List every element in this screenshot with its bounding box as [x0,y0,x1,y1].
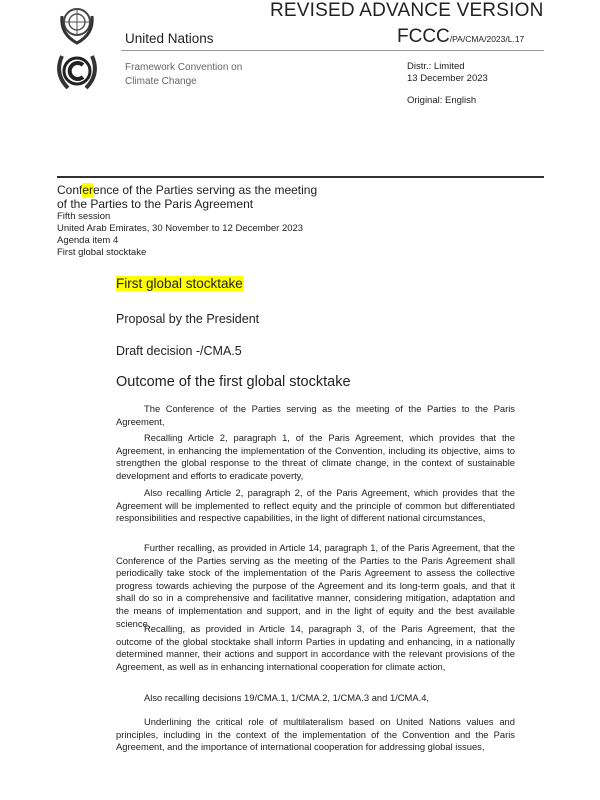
symbol-main: FCCC [397,26,450,47]
document-meta [407,61,488,107]
convention-name [125,61,242,89]
venue: United Arab Emirates, 30 November to 12 December 2023 [57,223,304,234]
body-header [57,183,317,259]
paragraph: Also recalling decisions 19/CMA.1, 1/CMA.2, 1/CMA.3 and 1/CMA.4, [144,692,430,703]
text: ence of the Parties serving as the meeting [93,183,318,197]
section-divider [57,176,544,178]
original-language: Original: English [407,95,477,106]
body-name-line2: of the Parties to the Paris Agreement [57,197,254,211]
paragraph: Also recalling Article 2, paragraph 2, of the Paris Agreement, which provides that the Agreement will be implemented to reflect equity and the principle of common but differentiated responsibilities and respective capabilities, in the light of different national circumstances, [116,487,515,524]
distribution: Distr.: Limited [407,61,465,72]
version-banner: REVISED ADVANCE VERSION [270,0,544,21]
organization-name: United Nations [125,31,214,46]
paragraph: The Conference of the Parties serving as the meeting of the Parties to the Paris Agreement, [116,403,515,427]
convention-line: Framework Convention on [125,62,243,73]
header-divider [121,50,544,51]
paragraph: Underlining the critical role of multilateralism based on United Nations values and principles, including in the context of the implementation of the Convention and the Paris Agreement, and the importance of international cooperation for addressing global issues, [116,716,515,753]
document-date: 13 December 2023 [407,73,488,84]
text: Conf [57,183,83,197]
document-symbol [397,26,524,48]
agenda-title: First global stocktake [57,247,147,258]
paragraph: Recalling Article 2, paragraph 1, of the Paris Agreement, which provides that the Agreement, in enhancing the implementation of the Convention, including its objective, aims to strengthen the global response to the threat of climate change, in the context of sustainable development and efforts to eradicate poverty, [116,432,515,481]
body-name-line1 [57,183,317,197]
agenda-item: Agenda item 4 [57,235,119,246]
main-title: First global stocktake [116,276,243,291]
convention-line: Climate Change [125,76,197,87]
proposal-line: Proposal by the President [116,312,260,326]
paragraph: Recalling, as provided in Article 14, paragraph 3, of the Paris Agreement, that the outcome of the global stocktake shall inform Parties in updating and enhancing, in a nationally determined manner, their actions and support in accordance with the relevant provisions of the Agreement, as well as in enhancing international cooperation for climate action, [116,623,515,672]
paragraph: Further recalling, as provided in Article 14, paragraph 1, of the Paris Agreement, that the Conference of the Parties serving as the meeting of the Parties to the Paris Agreement shall periodically take stock of the implementation of the Paris Agreement to assess the collective progress towards achieving the purpose of the Agreement and its long-term goals, and that it shall do so in a comprehensive and facilitative manner, considering mitigation, adaptation and the means of implementation and support, and in the light of equity and the best available science, [116,542,515,629]
unfccc-logo [56,48,98,94]
highlighted-text: er [82,183,94,197]
session: Fifth session [57,211,111,222]
draft-decision-line: Draft decision -/CMA.5 [116,344,242,358]
un-emblem-logo [58,2,96,46]
symbol-suffix: /PA/CMA/2023/L.17 [449,34,525,44]
outcome-heading: Outcome of the first global stocktake [116,374,351,390]
